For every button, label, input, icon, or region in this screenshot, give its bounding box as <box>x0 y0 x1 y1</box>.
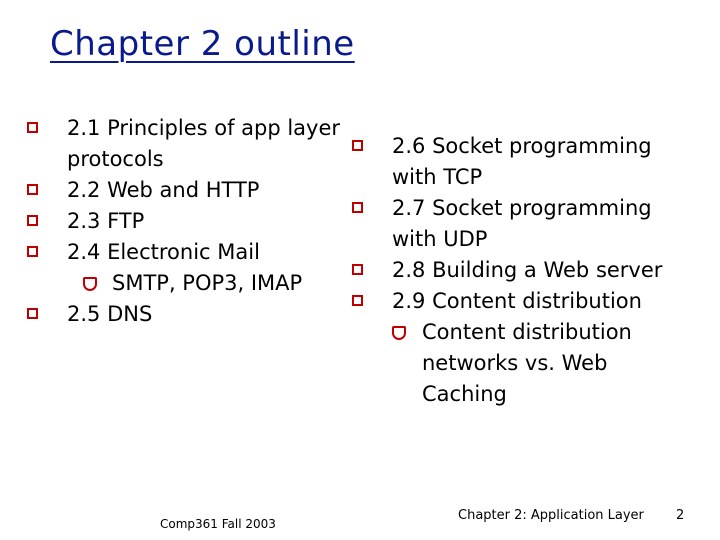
outline-subitem-label: Content distribution networks vs. Web Caching <box>422 320 632 406</box>
footer-course: Comp361 Fall 2003 <box>160 517 276 531</box>
outline-item-2-8 <box>352 255 692 286</box>
footer-chapter: Chapter 2: Application Layer <box>458 508 644 523</box>
outline-item-label: 2.2 Web and HTTP <box>67 178 260 202</box>
left-outline-column <box>27 113 357 330</box>
sub-bullet-icon <box>392 326 406 340</box>
outline-item-label: 2.9 Content distribution <box>392 289 642 313</box>
square-bullet-icon <box>352 140 363 151</box>
outline-item-2-2 <box>27 175 357 206</box>
page-number: 2 <box>676 508 685 523</box>
outline-item-2-6 <box>352 131 692 193</box>
outline-subitem-label: SMTP, POP3, IMAP <box>112 271 303 295</box>
outline-item-label: 2.5 DNS <box>67 302 153 326</box>
square-bullet-icon <box>27 215 38 226</box>
outline-item-label: 2.8 Building a Web server <box>392 258 663 282</box>
outline-subitem-cdn <box>352 317 692 410</box>
outline-item-2-5 <box>27 299 357 330</box>
sub-bullet-icon <box>83 277 97 291</box>
square-bullet-icon <box>352 295 363 306</box>
outline-item-2-9 <box>352 286 692 317</box>
outline-item-2-4 <box>27 237 357 268</box>
outline-item-2-1 <box>27 113 357 175</box>
outline-subitem-smtp <box>27 268 357 299</box>
outline-item-label: 2.4 Electronic Mail <box>67 240 260 264</box>
slide-title: Chapter 2 outline <box>50 24 355 64</box>
right-outline-column <box>352 131 692 410</box>
outline-item-label: 2.1 Principles of app layer protocols <box>67 116 341 171</box>
square-bullet-icon <box>27 246 38 257</box>
square-bullet-icon <box>27 184 38 195</box>
square-bullet-icon <box>352 264 363 275</box>
square-bullet-icon <box>27 308 38 319</box>
outline-item-2-3 <box>27 206 357 237</box>
square-bullet-icon <box>27 122 38 133</box>
outline-item-2-7 <box>352 193 692 255</box>
outline-item-label: 2.7 Socket programming with UDP <box>392 196 652 251</box>
outline-item-label: 2.3 FTP <box>67 209 145 233</box>
square-bullet-icon <box>352 202 363 213</box>
outline-item-label: 2.6 Socket programming with TCP <box>392 134 652 189</box>
